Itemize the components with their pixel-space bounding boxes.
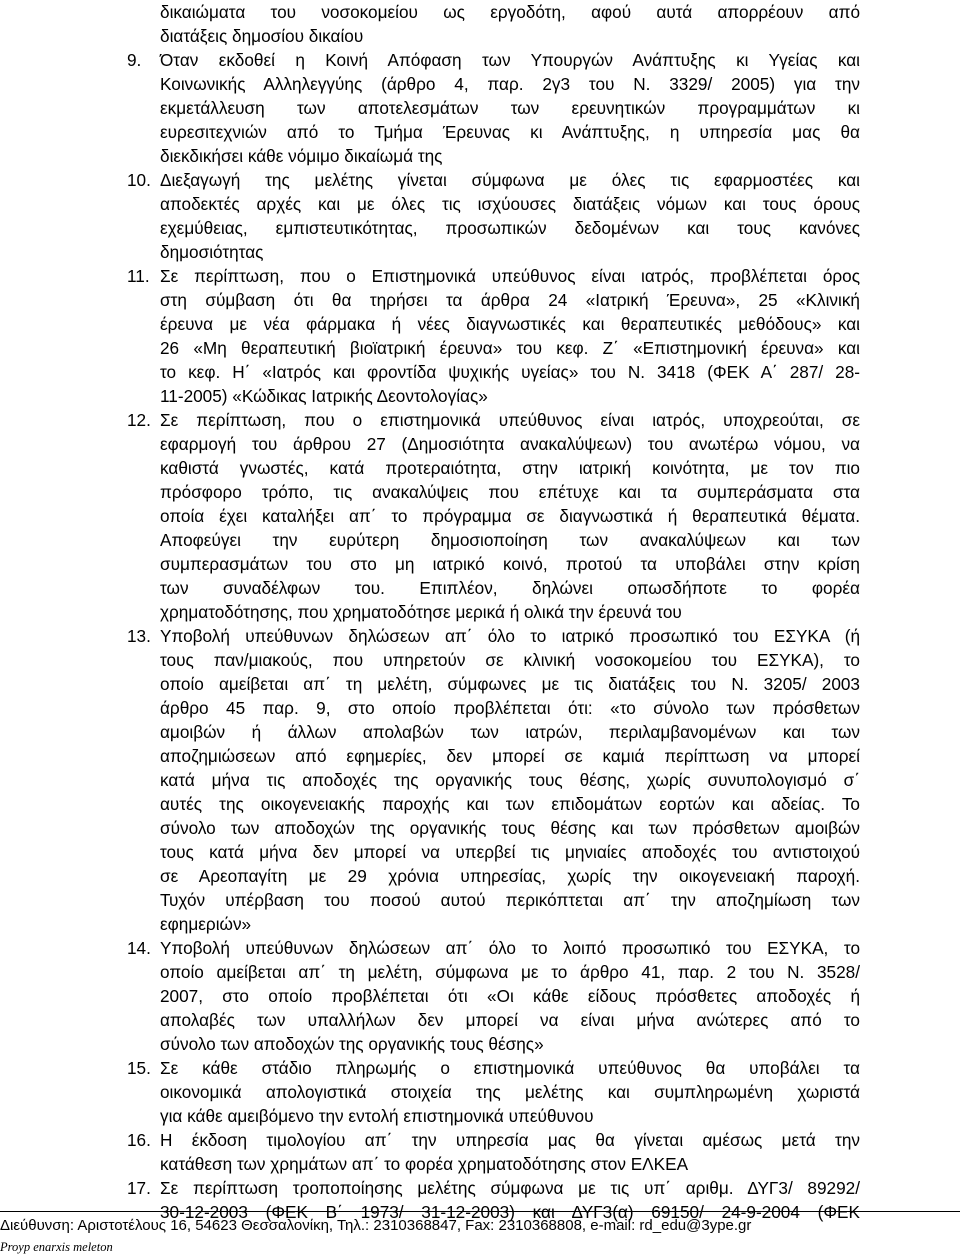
footer-address: Διεύθυνση: Αριστοτέλους 16, 54623 Θεσσαλονίκη, Τηλ.: 2310368847, Fax: 2310368808, e-mail: rd_edu@3ype.gr	[0, 1217, 752, 1234]
paragraph-line: Σε περίπτωση, που ο επιστημονικά υπεύθυνος είναι ιατρός, υποχρεούται, σε	[160, 410, 860, 430]
footer-divider	[0, 1211, 960, 1212]
paragraph-line: 26 «Μη θεραπευτική βιοϊατρική έρευνα» του κεφ. Ζ΄ «Επιστημονική έρευνα» και	[160, 338, 860, 358]
paragraph-line: απολαβές των υπαλλήλων δεν μπορεί να είναι μήνα ανώτερες από το	[160, 1010, 860, 1030]
paragraph-line: το κεφ. Η΄ «Ιατρός και φροντίδα ψυχικής υγείας» του Ν. 3418 (ΦΕΚ Α΄ 287/ 28-	[160, 362, 860, 382]
paragraph-line: αυτές της οικογενειακής παροχής και των επιδομάτων εορτών και αδείας. Το	[160, 794, 860, 814]
paragraph-line: 2007, στο οποίο προβλέπεται ότι «Οι κάθε είδους πρόσθετες αποδοχές ή	[160, 986, 860, 1006]
paragraph-line: σύνολο των αποδοχών της οργανικής τους θέσης και των πρόσθετων αμοιβών	[160, 818, 860, 838]
paragraph-line: Σε περίπτωση τροποποίησης μελέτης σύμφωνα με τις υπ΄ αριθμ. ΔΥΓ3/ 89292/	[160, 1178, 860, 1198]
paragraph-line: οποίο αμείβεται απ΄ τη μελέτη, σύμφωνα με το άρθρο 41, παρ. 2 του Ν. 3528/	[160, 962, 860, 982]
paragraph-line: Κοινωνικής Αλληλεγγύης (άρθρο 4, παρ. 2γ3 του Ν. 3329/ 2005) για την	[160, 74, 860, 94]
paragraph-line: 30-12-2003 (ΦΕΚ Β΄ 1973/ 31-12-2003) και ΔΥΓ3(α) 69150/ 24-9-2004 (ΦΕΚ	[160, 1202, 860, 1222]
paragraph-line: Σε κάθε στάδιο πληρωμής ο επιστημονικά υπεύθυνος θα υποβάλει τα	[160, 1058, 860, 1078]
paragraph-line: διεκδικήσει κάθε νόμιμο δικαίωμά της	[160, 146, 443, 166]
paragraph-line: άρθρο 45 παρ. 9, στο οποίο προβλέπεται ότι: «το σύνολο των πρόσθετων	[160, 698, 860, 718]
paragraph-line: διατάξεις δημοσίου δικαίου	[160, 26, 364, 46]
paragraph-line: τους κατά μήνα δεν μπορεί να υπερβεί τις μηνιαίες αποδοχές του αντιστοιχού	[160, 842, 860, 862]
paragraph-line: Η έκδοση τιμολογίου απ΄ την υπηρεσία μας θα γίνεται αμέσως μετά την	[160, 1130, 860, 1150]
list-number: 10.	[127, 170, 151, 190]
list-number: 13.	[127, 626, 151, 646]
paragraph-line: κατά μήνα τις αποδοχές της οργανικής τους θέσης, χωρίς συνυπολογισμό σ΄	[160, 770, 860, 790]
footer-document-name: Proyp enarxis meleton	[0, 1240, 113, 1254]
paragraph-line: των συναδέλφων του. Επιπλέον, δηλώνει οπωσδήποτε το φορέα	[160, 578, 860, 598]
paragraph-line: αποζημιώσεων από εφημερίες, δεν μπορεί σε καμιά περίπτωση να μπορεί	[160, 746, 860, 766]
paragraph-line: πρόσφορο τρόπο, τις ανακαλύψεις που επέτυχε και τα συμπεράσματα στα	[160, 482, 860, 502]
list-number: 11.	[127, 266, 150, 286]
list-number: 14.	[127, 938, 151, 958]
paragraph-line: χρηματοδότησης, που χρηματοδότησε μερικά ή ολικά την έρευνά του	[160, 602, 682, 622]
paragraph-line: αποδεκτές αρχές και με όλες τις ισχύουσες διατάξεις νόμων και τους όρους	[160, 194, 860, 214]
paragraph-line: έρευνα με νέα φάρμακα ή νέες διαγνωστικές και θεραπευτικές μεθόδους» και	[160, 314, 860, 334]
paragraph-line: σύνολο των αποδοχών της οργανικής τους θέσης»	[160, 1034, 544, 1054]
paragraph-line: για κάθε αμειβόμενο την εντολή επιστημονικά υπεύθυνου	[160, 1106, 594, 1126]
list-number: 9.	[127, 50, 142, 70]
paragraph-line: οποίο αμείβεται απ΄ τη μελέτη, σύμφωνες με τις διατάξεις του Ν. 3205/ 2003	[160, 674, 860, 694]
paragraph-line: Υποβολή υπεύθυνων δηλώσεων απ΄ όλο το λοιπό προσωπικό του ΕΣΥΚΑ, το	[160, 938, 860, 958]
paragraph-line: οικονομικά απολογιστικά στοιχεία της μελέτης και συμπληρωμένη χωριστά	[160, 1082, 860, 1102]
paragraph-line: συμπερασμάτων του στο μη ιατρικό κοινό, προτού τα υποβάλει στην κρίση	[160, 554, 860, 574]
paragraph-line: εφαρμογή του άρθρου 27 (Δημοσιότητα ανακαλύψεων) του ανωτέρω νόμου, να	[160, 434, 860, 454]
paragraph-line: σε Αρεοπαγίτη με 29 χρόνια υπηρεσίας, χωρίς την οικογενειακή παροχή.	[160, 866, 860, 886]
list-number: 15.	[127, 1058, 151, 1078]
paragraph-line: ευρεσιτεχνιών από το Τμήμα Έρευνας κι Ανάπτυξης, η υπηρεσία μας θα	[160, 122, 860, 142]
paragraph-line: Σε περίπτωση, που ο Επιστημονικά υπεύθυνος είναι ιατρός, προβλέπεται όρος	[160, 266, 860, 286]
paragraph-line: Αποφεύγει την ευρύτερη δημοσιοποίηση των ανακαλύψεων και των	[160, 530, 860, 550]
paragraph-line: στη σύμβαση ότι θα τηρήσει τα άρθρα 24 «Ιατρική Έρευνα», 25 «Κλινική	[160, 290, 860, 310]
paragraph-line: Όταν εκδοθεί η Κοινή Απόφαση των Υπουργών Ανάπτυξης κι Υγείας και	[160, 50, 860, 70]
paragraph-line: δημοσιότητας	[160, 242, 264, 262]
paragraph-line: κατάθεση των χρημάτων απ΄ το φορέα χρηματοδότησης στον ΕΛΚΕΑ	[160, 1154, 689, 1174]
paragraph-line: εκμετάλλευση των αποτελεσμάτων των ερευνητικών προγραμμάτων κι	[160, 98, 860, 118]
paragraph-line: Τυχόν υπέρβαση του ποσού αυτού περικόπτεται απ΄ την αποζημίωση των	[160, 890, 860, 910]
list-number: 16.	[127, 1130, 151, 1150]
paragraph-line: Διεξαγωγή της μελέτης γίνεται σύμφωνα με όλες τις εφαρμοστέες και	[160, 170, 860, 190]
paragraph-line: οποία έχει καταλήξει απ΄ το πρόγραμμα σε διαγνωστικά ή θεραπευτικά θέματα.	[160, 506, 860, 526]
paragraph-line: 11-2005) «Κώδικας Ιατρικής Δεοντολογίας»	[160, 386, 488, 406]
paragraph-line: δικαιώματα του νοσοκομείου ως εργοδότη, αφού αυτά απορρέουν από	[160, 2, 860, 22]
paragraph-line: Υποβολή υπεύθυνων δηλώσεων απ΄ όλο το ιατρικό προσωπικό του ΕΣΥΚΑ (ή	[160, 626, 860, 646]
paragraph-line: καθιστά γνωστές, κατά προτεραιότητα, στην ιατρική κοινότητα, με τον πιο	[160, 458, 860, 478]
paragraph-line: τους παν/μιακούς, που υπηρετούν σε κλινική νοσοκομείου του ΕΣΥΚΑ), το	[160, 650, 860, 670]
list-number: 12.	[127, 410, 151, 430]
list-number: 17.	[127, 1178, 151, 1198]
paragraph-line: εφημεριών»	[160, 914, 252, 934]
paragraph-line: αμοιβών ή άλλων απολαβών των ιατρών, περιλαμβανομένων και των	[160, 722, 860, 742]
paragraph-line: εχεμύθειας, εμπιστευτικότητας, προσωπικών δεδομένων και τους κανόνες	[160, 218, 860, 238]
